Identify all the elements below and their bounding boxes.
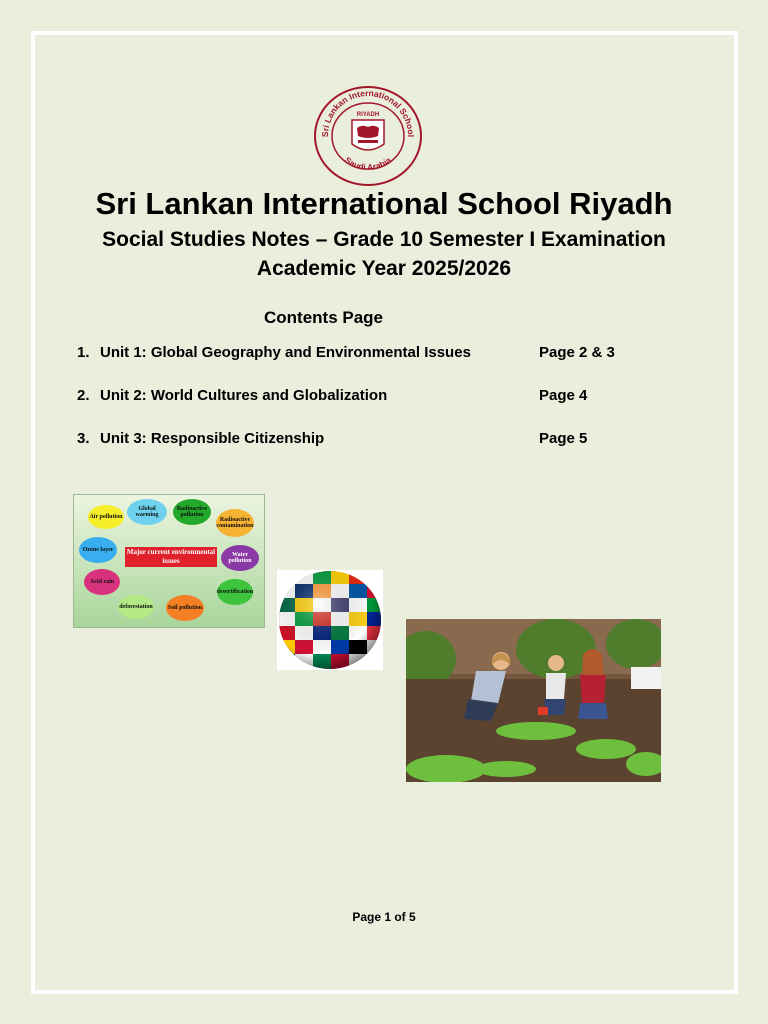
page-number: Page 1 of 5 bbox=[352, 910, 416, 924]
document-subtitle: Social Studies Notes – Grade 10 Semester I Examination bbox=[102, 228, 666, 251]
toc-label: Unit 1: Global Geography and Environmental Issues bbox=[100, 344, 471, 361]
env-center-label: Major current environmental issues bbox=[126, 548, 216, 565]
env-bubble: Ozone layer bbox=[79, 537, 117, 563]
toc-number: 2. bbox=[77, 387, 90, 404]
flags-globe-image bbox=[277, 570, 383, 670]
academic-year: Academic Year 2025/2026 bbox=[256, 257, 512, 280]
env-bubble: Air pollution bbox=[88, 505, 124, 529]
env-bubble: Water pollution bbox=[221, 545, 259, 571]
gardening-photo bbox=[406, 619, 661, 782]
school-logo bbox=[312, 84, 424, 188]
logo-ring-bottom-text: Saudi Arabia bbox=[342, 154, 394, 173]
env-bubble: Global warming bbox=[127, 499, 167, 525]
env-bubble: Radioactive pollution bbox=[173, 499, 211, 525]
toc-number: 3. bbox=[77, 430, 90, 447]
school-name: Sri Lankan International School Riyadh bbox=[95, 186, 673, 221]
logo-inner-text: RIYADH bbox=[356, 112, 380, 118]
logo-ring-top-text: Sri Lankan International School bbox=[319, 87, 417, 138]
lion-icon bbox=[357, 126, 379, 138]
contents-heading: Contents Page bbox=[264, 308, 384, 327]
toc-number: 1. bbox=[77, 344, 90, 361]
svg-text:Saudi Arabia bbox=[343, 155, 393, 173]
env-bubble: deforestation bbox=[118, 595, 154, 619]
globe-icon bbox=[277, 570, 383, 670]
env-bubble: desertification bbox=[217, 579, 253, 605]
toc-label: Unit 3: Responsible Citizenship bbox=[100, 430, 325, 447]
toc-page: Page 5 bbox=[539, 430, 588, 447]
gardening-family-icon bbox=[406, 619, 661, 782]
environmental-issues-image bbox=[73, 494, 265, 628]
env-bubble: Radioactive contamination bbox=[216, 509, 254, 537]
toc-page: Page 2 & 3 bbox=[539, 344, 615, 361]
env-bubble: Soil pollution bbox=[166, 595, 204, 621]
env-bubble: Acid rain bbox=[84, 569, 120, 595]
toc-page: Page 4 bbox=[539, 387, 588, 404]
toc-label: Unit 2: World Cultures and Globalization bbox=[100, 387, 388, 404]
